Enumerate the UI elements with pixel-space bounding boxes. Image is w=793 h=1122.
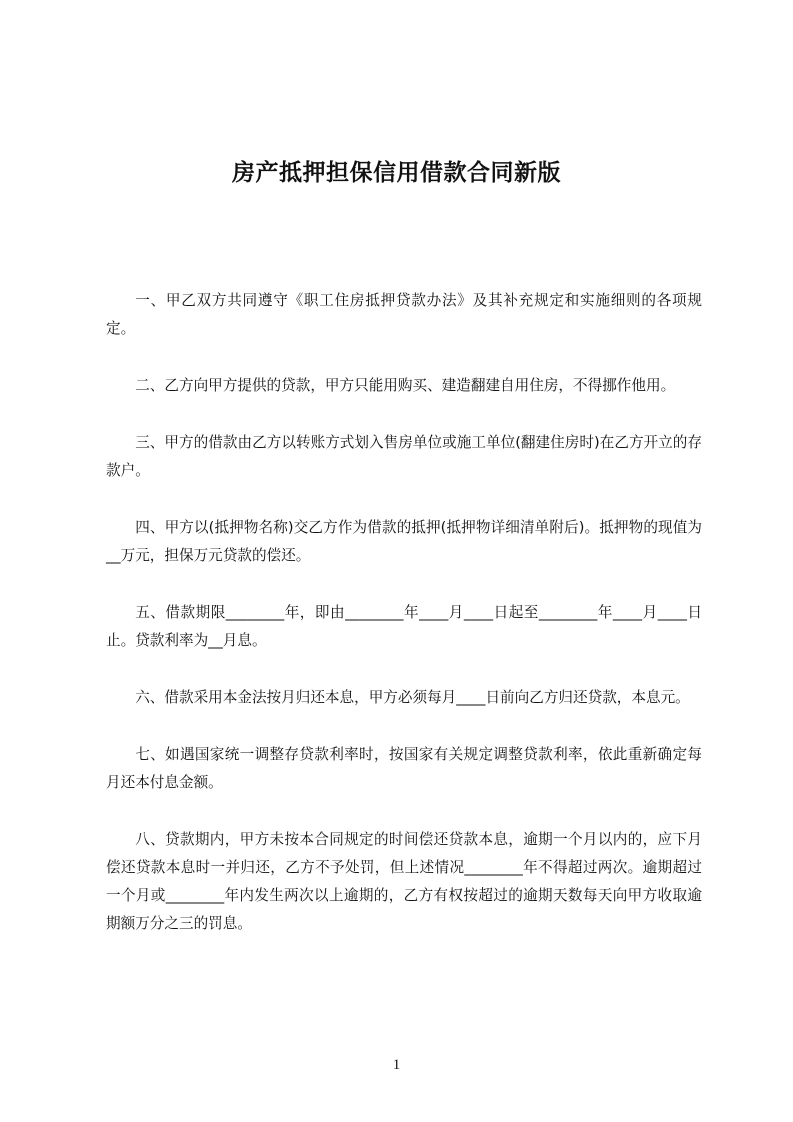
clause-3: 三、甲方的借款由乙方以转账方式划入售房单位或施工单位(翻建住房时)在乙方开立的存款户。: [106, 434, 702, 479]
clause-6: 六、借款采用本金法按月归还本息，甲方必须每月____日前向乙方归还贷款，本息元。: [135, 689, 690, 706]
clause-5: 五、借款期限________年，即由________年____月____日起至________年____月____日止。贷款利率为__月息。: [106, 604, 702, 649]
document-title: 房产抵押担保信用借款合同新版: [232, 160, 561, 187]
page-number: 1: [392, 1057, 401, 1073]
contract-body: [106, 287, 702, 967]
clause-4: 四、甲方以(抵押物名称)交乙方作为借款的抵押(抵押物详细清单附后)。抵押物的现值为__万元，担保万元贷款的偿还。: [106, 519, 702, 564]
clause-1: 一、甲乙双方共同遵守《职工住房抵押贷款办法》及其补充规定和实施细则的各项规定。: [106, 292, 702, 337]
clause-7: 七、如遇国家统一调整存贷款利率时，按国家有关规定调整贷款利率，依此重新确定每月还本付息金额。: [106, 746, 702, 791]
clause-2: 二、乙方向甲方提供的贷款，甲方只能用购买、建造翻建自用住房，不得挪作他用。: [135, 377, 676, 394]
clause-8: 八、贷款期内，甲方未按本合同规定的时间偿还贷款本息，逾期一个月以内的，应下月偿还贷款本息时一并归还，乙方不予处罚，但上述情况________年不得超过两次。逾期超过一个月或________年内发生两次以上逾期的，乙方有权按超过的逾期天数每天向甲方收取逾期额万分之三的罚息。: [106, 831, 702, 932]
